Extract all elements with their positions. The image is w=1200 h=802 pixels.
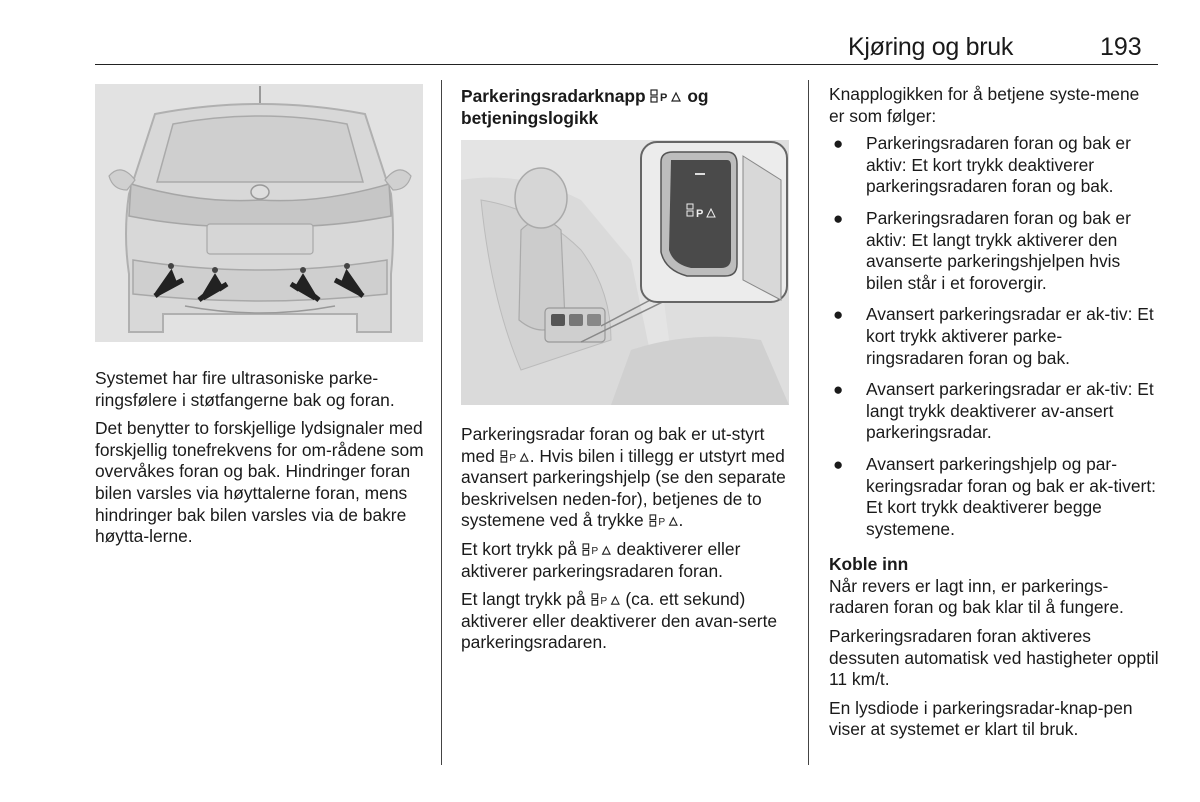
paragraph: Et kort trykk på P deaktiverer eller aktiverer parkeringsradaren foran. [461, 538, 741, 581]
list-item: ● Parkeringsradaren foran og bak er aktiv: Et kort trykk deaktiverer parkeringsradaren foran og bak. [833, 133, 1131, 197]
paragraph: Det benytter to forskjellige lydsignaler med forskjellig tonefrekvens for om-rådene som overvåkes foran og bak. Hindringer foran bilen varsles via høyttalerne foran, mens hindringer bak bilen varsles via de bakre høytta-lerne. [95, 418, 424, 547]
section-heading: Parkeringsradarknapp P og betjeningslogikk [461, 86, 709, 128]
park-assist-button-figure [461, 140, 789, 405]
paragraph: Knapplogikken for å betjene syste-mene er som følger: [829, 84, 1140, 126]
park-assist-button-icon [591, 593, 621, 606]
paragraph: Parkeringsradar foran og bak er ut-styrt med P . Hvis bilen i tillegg er utstyrt med avansert parkeringshjelp (se den separate beskrivelsen neden-for), betjenes de to systemene ved å trykke P . [461, 424, 786, 531]
svg-text:P: P [660, 92, 668, 103]
park-assist-button-icon [500, 450, 530, 463]
paragraph: En lysdiode i parkeringsradar-knap-pen viser at systemet er klart til bruk. [829, 697, 1133, 740]
column-2-heading [461, 86, 801, 129]
paragraph: Systemet har fire ultrasoniske parke-ringsfølere i støtfangerne bak og foran. [95, 368, 395, 410]
paragraph: Når revers er lagt inn, er parkerings-radaren foran og bak klar til å fungere. [829, 575, 1124, 618]
section-heading: Koble inn [829, 554, 909, 575]
svg-text:P: P [591, 546, 599, 556]
svg-text:P: P [599, 596, 607, 607]
svg-text:P: P [509, 452, 516, 463]
page-header-title: Kjøring og bruk [848, 33, 1014, 61]
paragraph: Parkeringsradaren foran aktiveres dessuten automatisk ved hastigheter opptil 11 km/t. [829, 626, 1159, 690]
button-logic-list [829, 133, 1159, 540]
list-item: ● Avansert parkeringsradar er ak-tiv: Et langt trykk deaktiverer av-ansert parkeringsradar. [833, 379, 1154, 443]
column-divider-2 [808, 80, 809, 765]
park-assist-button-icon [650, 89, 682, 103]
column-divider-1 [441, 80, 442, 765]
paragraph: Et langt trykk på P (ca. ett sekund) aktiverer eller deaktiverer den avan-serte parkeringsradaren. [461, 589, 778, 653]
list-item: ● Parkeringsradaren foran og bak er aktiv: Et langt trykk aktiverer den avanserte parkeringshjelpen hvis bilen står i et forovergir. [833, 207, 1131, 293]
park-assist-button-icon [582, 543, 612, 556]
svg-text:P: P [696, 208, 704, 220]
header-rule [95, 64, 1158, 65]
rear-car-sensors-figure [95, 84, 423, 342]
svg-text:P: P [657, 517, 665, 528]
page-number: 193 [1100, 33, 1142, 61]
park-assist-button-icon [649, 514, 679, 527]
column-1-text [95, 368, 431, 555]
column-2-text [461, 424, 793, 661]
column-3-text [829, 84, 1159, 748]
list-item: ● Avansert parkeringsradar er ak-tiv: Et kort trykk aktiverer parke-ringsradaren foran og bak. [833, 304, 1154, 368]
list-item: ● Avansert parkeringshjelp og par-keringsradar foran og bak er ak-tivert: Et kort trykk deaktiverer begge systemene. [833, 453, 1156, 539]
